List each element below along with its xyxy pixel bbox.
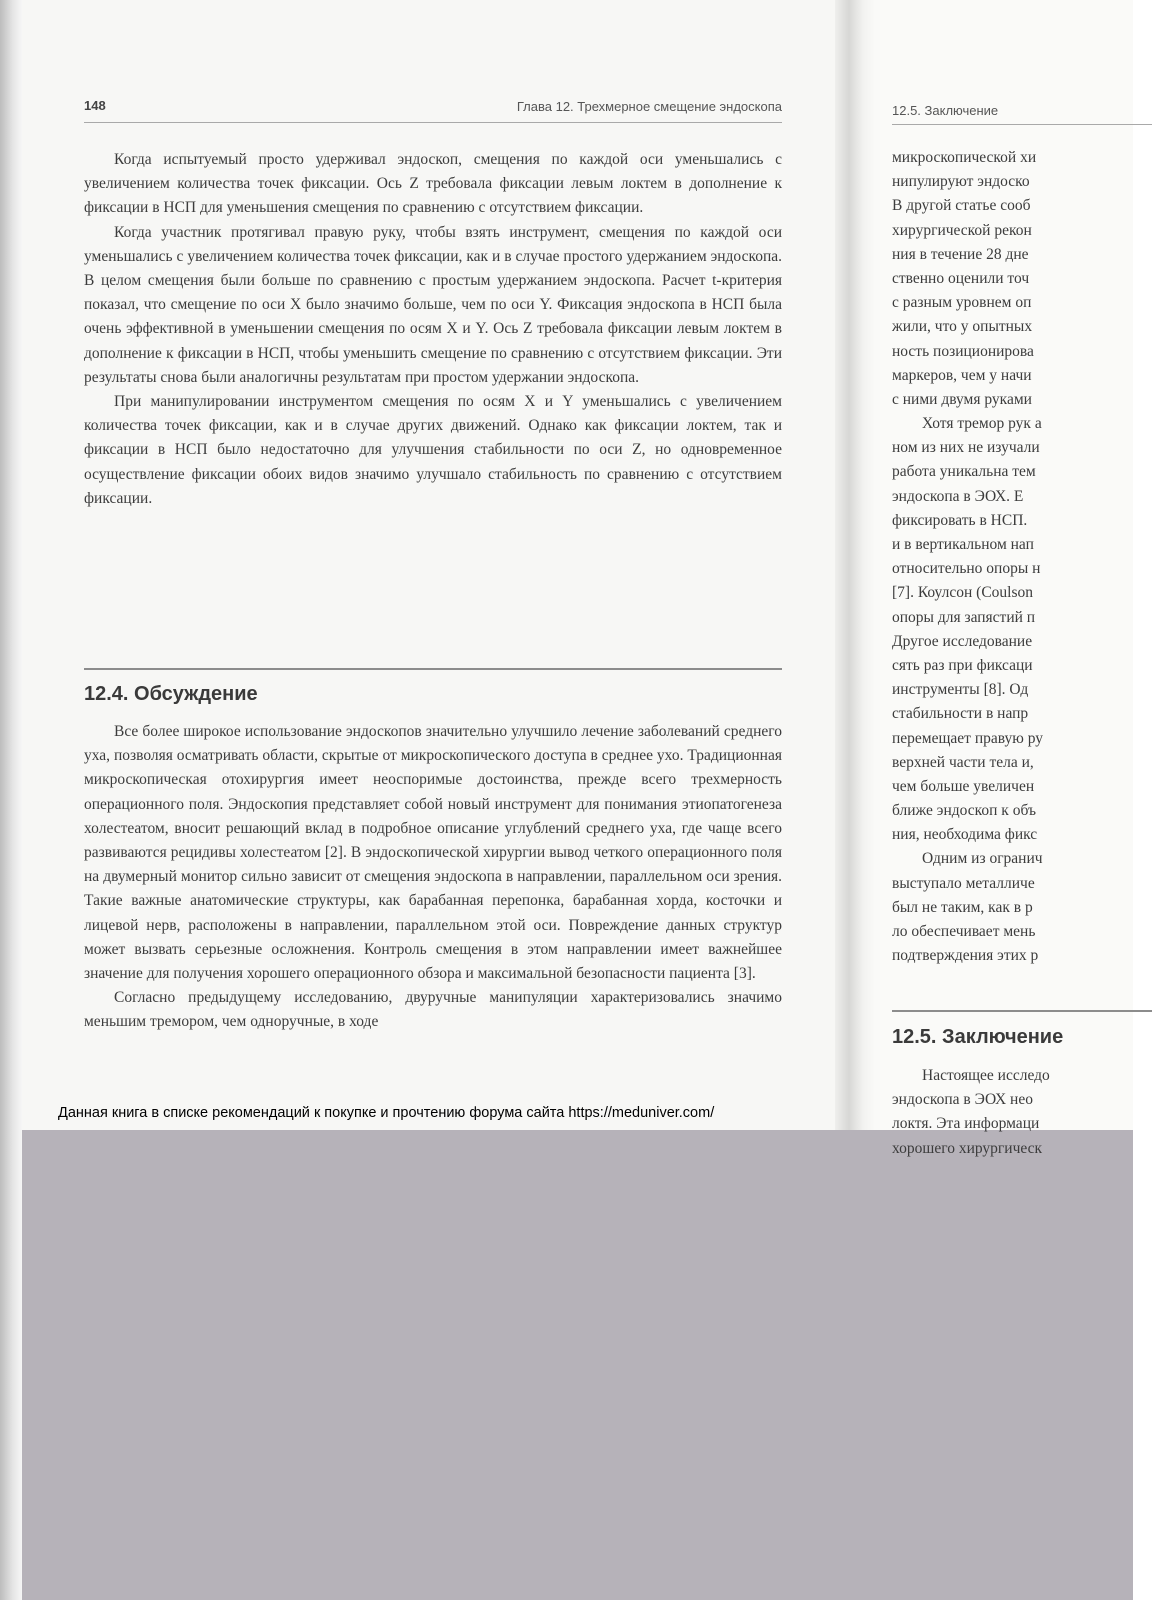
text-line: был не таким, как в р [892, 898, 1033, 916]
header-rule-right [892, 124, 1152, 125]
text-line: маркеров, чем у начи [892, 366, 1032, 384]
book-gutter [835, 0, 875, 1130]
text-line: ственно оценили точ [892, 269, 1030, 287]
text-line: ния, необходима фикс [892, 826, 1038, 844]
text-line: с разным уровнем оп [892, 294, 1032, 312]
right-text-top [892, 146, 1152, 968]
text-line: В другой статье сооб [892, 197, 1031, 215]
text-line: ближе эндоскоп к объ [892, 802, 1036, 820]
paragraph: При манипулировании инструментом смещения по осям X и Y уменьшались с увеличением количества точек фиксации, как и в случае других движений. Однако как фиксации локтем, так и фиксации в НСП было недостаточно для улучшения стабильности по оси Z, но одновременное осуществление фиксации обоих видов значимо улучшало стабильность по сравнению с отсутствием фиксации. [84, 393, 782, 507]
text-line: ном из них не изучали [892, 439, 1040, 457]
text-line: стабильности в напр [892, 705, 1029, 723]
paragraph: Когда участник протягивал правую руку, чтобы взять инструмент, смещения по каждой оси уменьшались с увеличением количества точек фиксации, как и в случае простого удержанием эндоскопа. В целом смещения были больше по сравнению с простым удержанием эндоскопа. Расчет t-критерия показал, что смещение по оси X было значимо больше, чем по оси Y. Фиксация эндоскопа в НСП была очень эффективной в уменьшении смещения по осям X и Y. Ось Z требовала фиксации левым локтем в дополнение к фиксации в НСП, чтобы уменьшить смещение по сравнению с отсутствием фиксации. Эти результаты снова были аналогичны результатам при простом удержании эндоскопа. [84, 223, 782, 386]
paragraph: Согласно предыдущему исследованию, двуручные манипуляции характеризовались значимо меньшим тремором, чем одноручные, в ходе [84, 989, 782, 1031]
text-line: [7]. Коулсон (Coulson [892, 584, 1033, 602]
text-line: эндоскопа в ЭОХ нео [892, 1091, 1033, 1109]
text-line: Настоящее исследо [922, 1067, 1050, 1084]
text-line: фиксировать в НСП. [892, 511, 1028, 529]
text-line: инструменты [8]. Од [892, 681, 1029, 699]
text-line: микроскопической хи [892, 149, 1037, 166]
header-rule-left [84, 122, 782, 123]
text-line: работа уникальна тем [892, 463, 1036, 481]
body-text-top [84, 148, 782, 511]
text-line: подтверждения этих р [892, 947, 1039, 965]
page-number: 148 [84, 98, 106, 113]
section-heading-discussion: 12.4. Обсуждение [84, 683, 258, 705]
paragraph: Когда испытуемый просто удерживал эндоскоп, смещения по каждой оси уменьшались с увеличением количества точек фиксации. Ось Z требовала фиксации левым локтем в дополнение к фиксации в НСП для уменьшения смещения по сравнению с отсутствием фиксации. [84, 151, 782, 217]
section-rule-right [892, 1010, 1152, 1012]
text-line: эндоскопа в ЭОХ. Е [892, 487, 1024, 505]
right-text-bottom [892, 1064, 1152, 1161]
text-line: ло обеспечивает мень [892, 923, 1036, 940]
text-line: чем больше увеличен [892, 777, 1035, 795]
text-line: нипулируют эндоско [892, 173, 1030, 191]
text-line: ния в течение 28 дне [892, 245, 1029, 263]
text-line: и в вертикальном нап [892, 536, 1034, 553]
text-line: сять раз при фиксаци [892, 656, 1033, 674]
text-line: выступало металличе [892, 874, 1035, 892]
text-line: локтя. Эта информаци [892, 1115, 1040, 1133]
running-head-left: Глава 12. Трехмерное смещение эндоскопа [516, 99, 782, 114]
text-line: перемещает правую ру [892, 729, 1044, 747]
section-heading-conclusion: 12.5. Заключение [892, 1026, 1064, 1048]
text-line: с ними двумя руками [892, 390, 1032, 408]
running-head-right: 12.5. Заключение [892, 103, 999, 118]
body-text-bottom [84, 720, 782, 1035]
text-line: Одним из огранич [922, 850, 1043, 868]
scanner-background [22, 1130, 1133, 1600]
text-line: Хотя тремор рук а [922, 415, 1042, 433]
text-line: верхней части тела и, [892, 753, 1034, 771]
text-line: хирургической рекон [892, 221, 1032, 239]
right-page [875, 0, 1133, 1157]
text-line: ность позиционирова [892, 342, 1034, 360]
footer-note: Данная книга в списке рекомендаций к покупке и прочтению форума сайта https://meduniver.com/ [58, 1105, 715, 1121]
paragraph: Все более широкое использование эндоскопов значительно улучшило лечение заболеваний среднего уха, позволяя осматривать области, скрытые от микроскопического доступа в среднее ухо. Традиционная микроскопическая отохирургия имеет неоспоримые достоинства, прежде всего трехмерность операционного поля. Эндоскопия представляет собой новый инструмент для понимания этиопатогенеза холестеатом, вносит решающий вклад в подробное описание углублений среднего уха, где чаще всего развиваются рецидивы холестеатом [2]. В эндоскопической хирургии вывод четкого операционного поля на двумерный монитор сильно зависит от смещения эндоскопа в направлении, параллельном оси зрения. Такие важные анатомические структуры, как барабанная перепонка, барабанная хорда, косточки и лицевой нерв, расположены в направлении, параллельном этой оси. Повреждение данных структур может вызвать серьезные осложнения. Контроль смещения в этом направлении имеет важнейшее значение для получения хорошего операционного обзора и максимальной безопасности пациента [3]. [84, 723, 782, 983]
section-rule [84, 668, 782, 670]
text-line: относительно опоры н [892, 560, 1041, 578]
text-line: жили, что у опытных [892, 318, 1033, 336]
scan-edge [0, 0, 22, 1600]
text-line: Другое исследование [892, 632, 1033, 650]
text-line: хорошего хирургическ [892, 1139, 1043, 1157]
text-line: опоры для запястий п [892, 608, 1036, 626]
